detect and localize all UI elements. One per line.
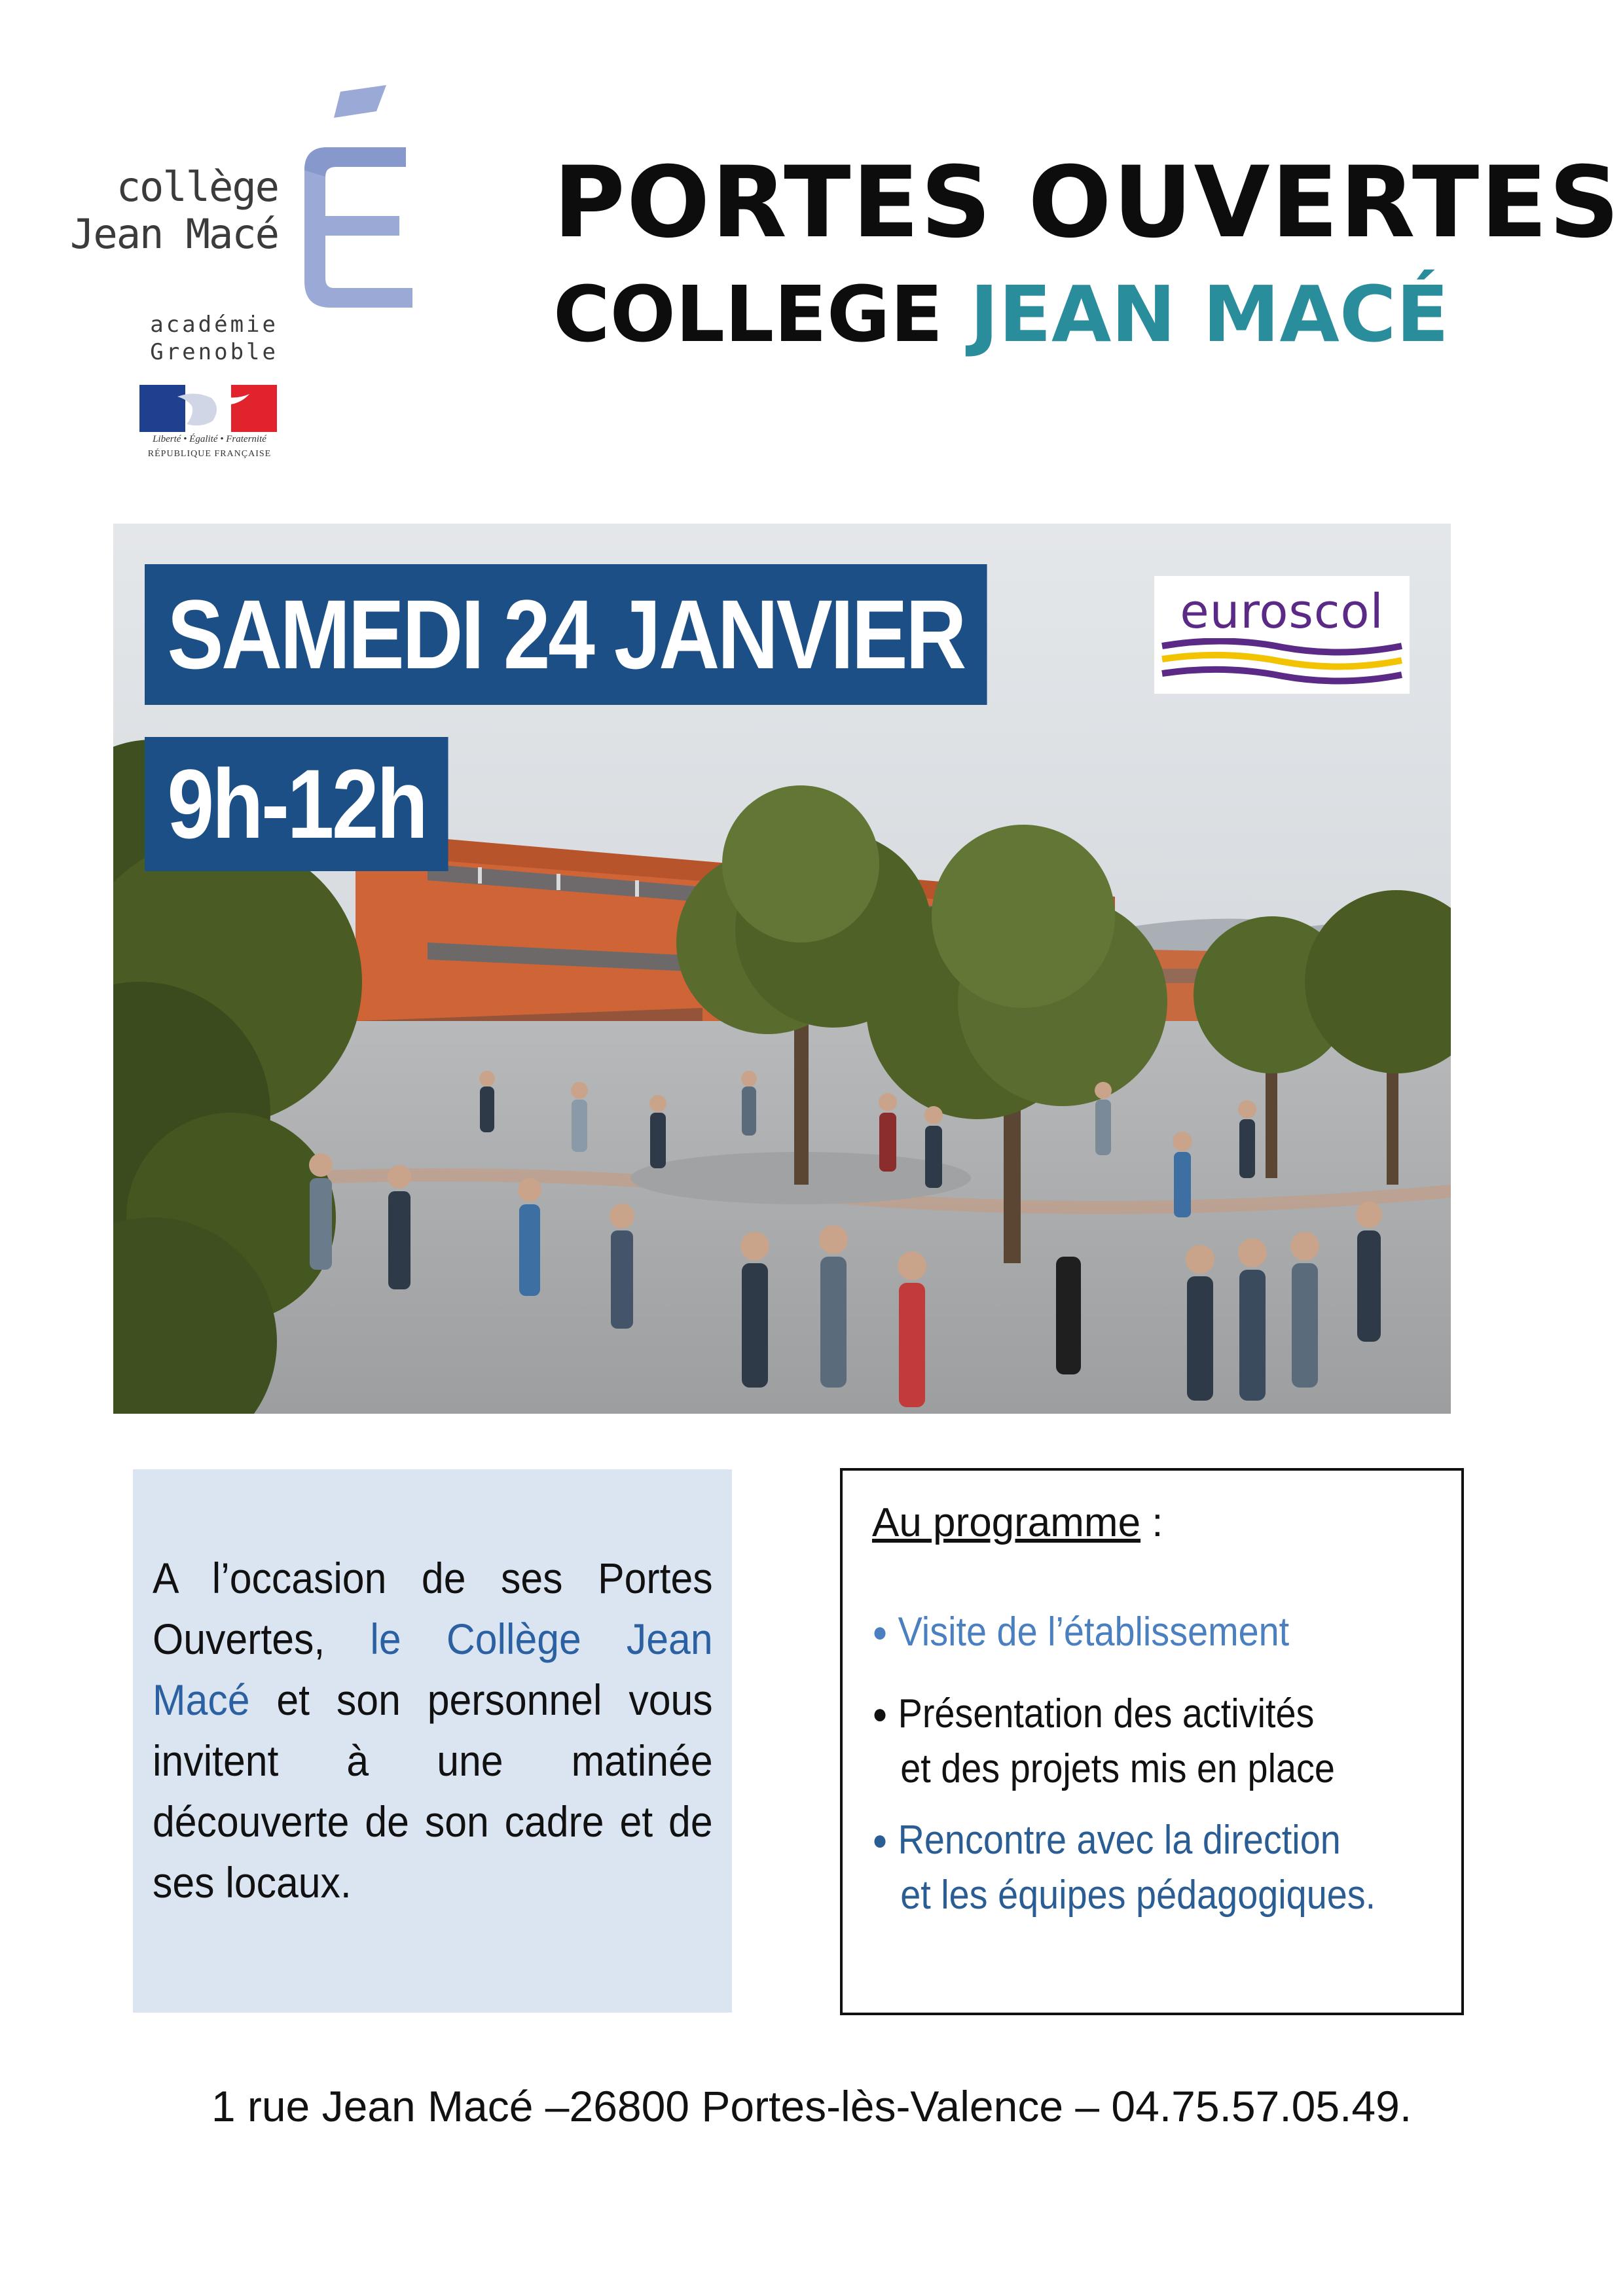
program-item-rencontre	[872, 1813, 1376, 1923]
college-logo	[70, 85, 429, 478]
intro-box	[133, 1469, 732, 2013]
hours-banner: 9h-12h	[145, 737, 448, 871]
intro-part1: A l’occasion de ses Portes Ouvertes,	[153, 1554, 713, 1663]
program-item-visite	[872, 1605, 1289, 1660]
subtitle-accent: JEAN MACÉ	[970, 269, 1450, 359]
page-subtitle	[553, 268, 1483, 360]
program-item-presentation	[872, 1687, 1335, 1797]
bullet-icon: ●	[872, 1824, 888, 1856]
logo-republique: RÉPUBLIQUE FRANÇAISE	[147, 449, 272, 459]
logo-college-line2: Jean Macé	[70, 210, 278, 258]
logo-academie	[150, 311, 278, 366]
page-title: PORTES OUVERTES	[553, 146, 1621, 260]
euroscol-waves-icon	[1158, 638, 1406, 691]
program-item-line: Présentation des activités	[898, 1691, 1315, 1736]
intro-part2: et son personnel vous invitent à une matinée découverte de son cadre et de ses locaux.	[153, 1676, 713, 1907]
program-item-line: et des projets mis en place	[900, 1746, 1335, 1791]
subtitle-prefix: COLLEGE	[553, 269, 970, 359]
date-banner: SAMEDI 24 JANVIER	[145, 564, 987, 705]
marianne-flag-icon	[139, 385, 277, 432]
program-item-line: Rencontre avec la direction	[898, 1818, 1341, 1863]
intro-paragraph	[153, 1548, 713, 1913]
intro-highlight: le Collège Jean Macé	[153, 1615, 713, 1724]
program-item-line: Visite de l’établissement	[898, 1609, 1290, 1655]
bullet-icon: ●	[872, 1698, 888, 1730]
logo-college-line1: collège	[116, 163, 278, 211]
logo-academie-line2: Grenoble	[150, 339, 278, 365]
logo-devise: Liberté • Égalité • Fraternité	[153, 434, 266, 444]
euroscol-wordmark: euroscol	[1180, 584, 1384, 639]
program-item-line: et les équipes pédagogiques.	[900, 1873, 1376, 1918]
euroscol-logo	[1154, 576, 1410, 694]
program-heading	[872, 1497, 1163, 1549]
program-heading-label: Au programme	[872, 1500, 1141, 1545]
bullet-icon: ●	[872, 1616, 888, 1648]
e-letter-icon	[278, 85, 429, 321]
program-heading-suffix: :	[1140, 1500, 1163, 1545]
logo-academie-line1: académie	[150, 312, 278, 338]
program-box	[840, 1468, 1464, 2015]
footer-address: 1 rue Jean Macé –26800 Portes-lès-Valence – 04.75.57.05.49.	[211, 2082, 1412, 2130]
school-photo	[113, 524, 1451, 1414]
logo-college-name	[70, 164, 278, 258]
